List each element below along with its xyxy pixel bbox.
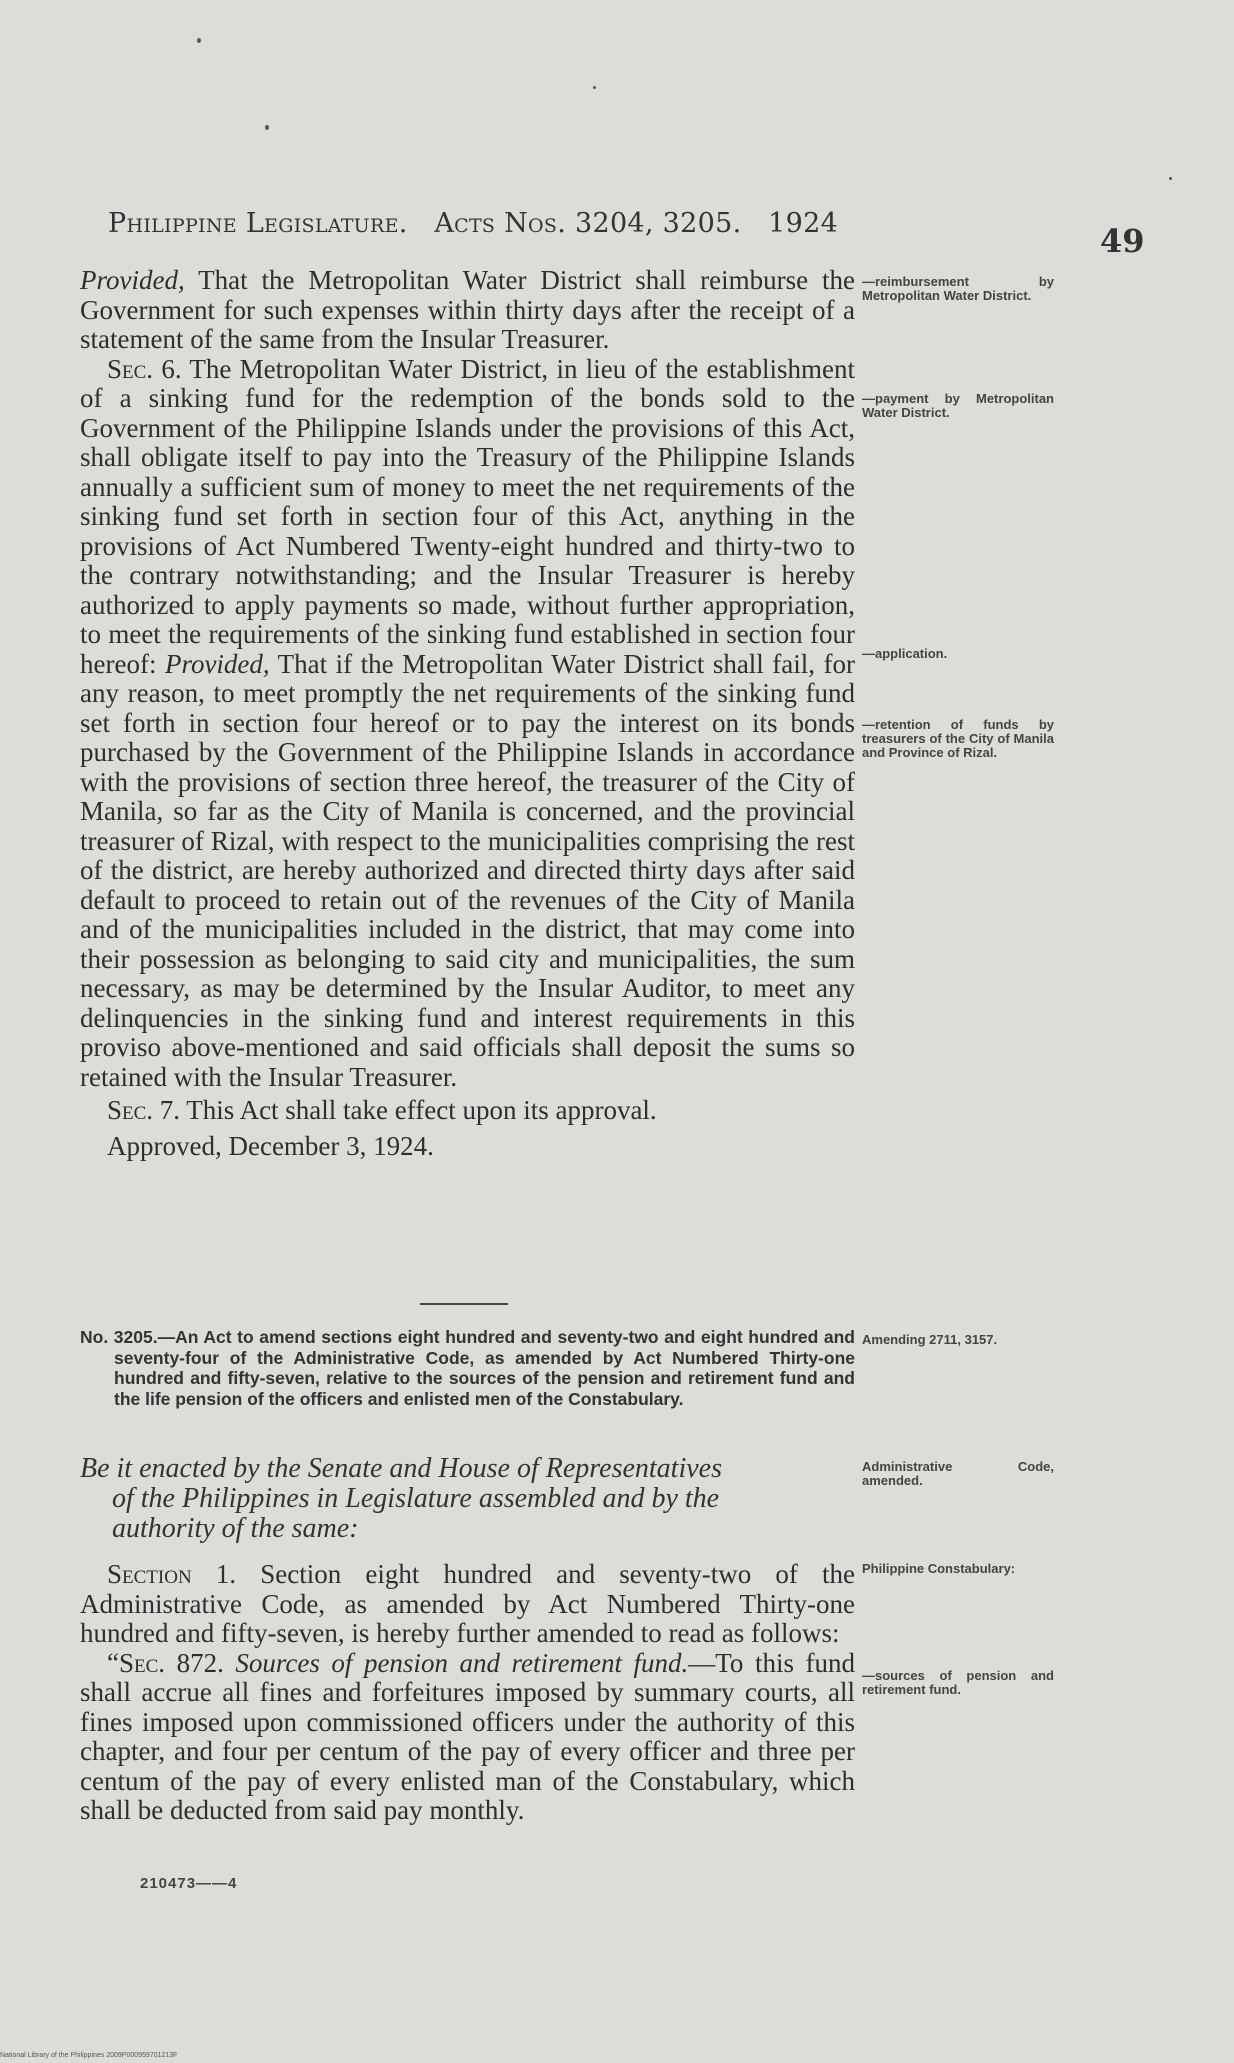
section-6: Sec. 6. The Metropolitan Water District, in lieu of the establishment of a sinking fund for the redemption of the bonds sold to the Government of the Philippine Islands under the provisions of this Act, shall obligate itself to pay into the Treasury of the Philippine Islands annually a sufficient sum of money to meet the net requirements of the sinking fund set forth in section four of this Act, anything in the provisions of Act Numbered Twenty-eight hundred and thirty-two to the contrary notwithstanding; and the Insular Treasurer is hereby authorized to apply payments so made, without further appropriation, to meet the requirements of the sinking fund established in section four hereof: Provided, That if the Metropolitan Water District shall fail, for any reason, to meet promptly the net requirements of the sinking fund set forth in section four hereof or to pay the interest on its bonds purchased by the Government of the Philippine Islands in accordance with the provisions of section three hereof, the treasurer of the City of Manila, so far as the City of Manila is concerned, and the provincial treasurer of Rizal, with respect to the municipalities comprising the rest of the district, are hereby authorized and directed thirty days after said default to proceed to retain out of the revenues of the City of Manila and of the municipalities included in the district, that may come into their possession as belonging to said city and municipalities, the sum necessary, as may be determined by the Insular Auditor, to meet any delinquencies in the sinking fund and interest requirements in this proviso above-mentioned and said officials shall deposit the sums so retained with the Insular Treasurer. <box>80 353 855 1092</box>
running-header <box>108 208 878 239</box>
page-number: 49 <box>1100 222 1145 260</box>
marginal-note-reimbursement: —reimbursement by Metropolitan Water District. <box>862 274 1054 303</box>
marginal-note-payment: —payment by Metropolitan Water District. <box>862 391 1054 420</box>
reimbursement-proviso: Provided, That the Metropolitan Water District shall reimburse the Government for such expenses within thirty days after the receipt of a statement of the same from the Insular Treasurer. <box>80 265 855 354</box>
marginal-note-application: —application. <box>862 646 948 661</box>
header-year: 1924 <box>768 208 839 239</box>
section-7: Sec. 7. This Act shall take effect upon its approval. <box>107 1095 657 1125</box>
marginal-note-amending: Amending 2711, 3157. <box>862 1332 998 1347</box>
marginal-note-sources: —sources of pension and retirement fund. <box>862 1668 1054 1697</box>
printer-code: 210473——4 <box>140 1875 238 1892</box>
marginal-note-admin-code: Administrative Code, amended. <box>862 1459 1054 1488</box>
scan-credit: National Library of the Philippines 2009P000959701213F <box>0 2052 178 2059</box>
approval-date: Approved, December 3, 1924. <box>107 1130 434 1161</box>
header-legislature: Philippine Legislature. <box>108 208 408 239</box>
section-divider <box>420 1303 508 1305</box>
enacting-clause: Be it enacted by the Senate and House of Representatives of the Philippines in Legislature assembled and by the authority of the same: <box>80 1453 722 1544</box>
paper-speck <box>1169 177 1172 180</box>
marginal-note-retention: —retention of funds by treasurers of the City of Manila and Province of Rizal. <box>862 717 1054 760</box>
act-3204-continuation <box>80 266 855 1161</box>
paper-speck <box>197 38 201 43</box>
marginal-note-constabulary: Philippine Constabulary: <box>862 1561 1016 1576</box>
header-acts: Acts Nos. 3204, 3205. <box>434 208 742 239</box>
paper-speck <box>265 125 269 130</box>
act-3205-summary: No. 3205.—An Act to amend sections eight hundred and seventy-two and eight hundred and seventy-four of the Administrative Code, as amended by Act Numbered Thirty-one hundred and fifty-seven, relative to the sources of the pension and retirement fund and the life pension of the officers and enlisted men of the Constabulary. <box>80 1327 855 1409</box>
section-1: Section 1. Section eight hundred and seventy-two of the Administrative Code, as amended by Act Numbered Thirty-one hundred and fifty-seven, is hereby further amended to read as follows: <box>80 1559 855 1648</box>
section-872: “Sec. 872. Sources of pension and retirement fund.—To this fund shall accrue all fines and forfeitures imposed by summary courts, all fines imposed upon commissioned officers under the authority of this chapter, and four per centum of the pay of every officer and three per centum of the pay of every enlisted man of the Constabulary, which shall be deducted from said pay monthly. <box>80 1647 855 1825</box>
paper-speck <box>593 86 596 89</box>
act-3205-body <box>80 1560 855 1826</box>
